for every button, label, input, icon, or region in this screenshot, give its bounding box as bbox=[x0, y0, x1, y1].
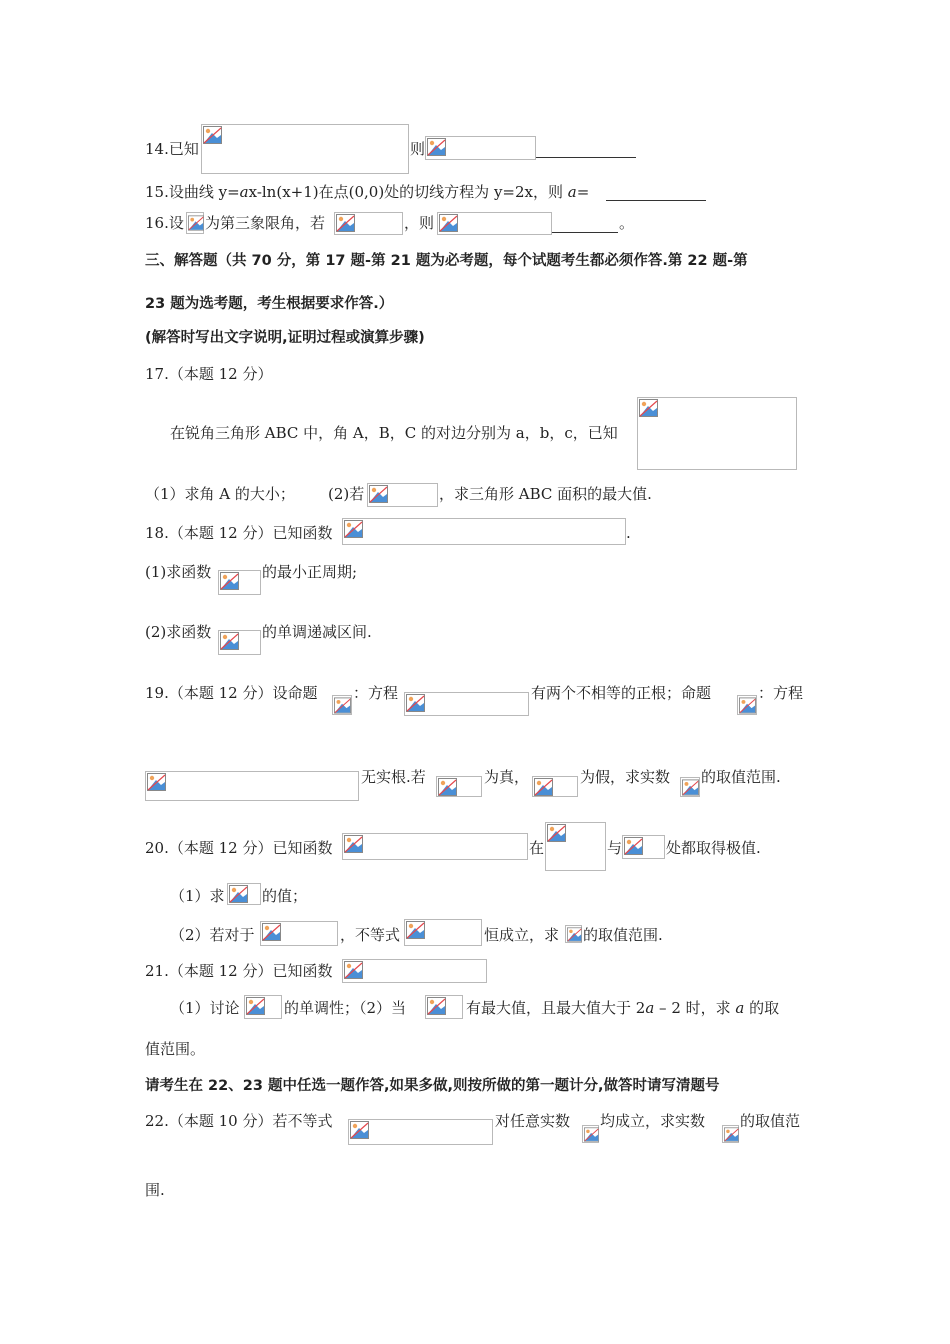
q20-c: 处都取得极值. bbox=[666, 839, 761, 857]
formula-image bbox=[342, 518, 626, 545]
q20-a: 在 bbox=[529, 839, 545, 857]
broken-image-icon bbox=[584, 1127, 599, 1142]
broken-image-icon bbox=[406, 921, 425, 939]
q22-c: 的取值范 bbox=[740, 1112, 801, 1130]
q14-prefix: 14.已知 bbox=[145, 140, 199, 158]
q20-part1a: （1）求 bbox=[170, 887, 225, 905]
q17-body: 在锐角三角形 ABC 中，角 A，B，C 的对边分别为 a，b，c，已知 bbox=[170, 424, 618, 442]
q19-g: 的取值范围. bbox=[701, 768, 781, 786]
answer-blank[interactable] bbox=[536, 156, 636, 158]
formula-image bbox=[227, 883, 261, 905]
q14-mid: 则 bbox=[410, 140, 426, 158]
broken-image-icon bbox=[246, 997, 265, 1015]
q20-part2b: ，不等式 bbox=[340, 926, 401, 944]
broken-image-icon bbox=[682, 779, 699, 796]
q19-head: 19.（本题 12 分）设命题 bbox=[145, 684, 318, 702]
q18-part2b: 的单调递减区间. bbox=[262, 623, 372, 641]
q18-part1b: 的最小正周期; bbox=[262, 563, 358, 581]
q17-head: 17.（本题 12 分） bbox=[145, 365, 273, 383]
q19-c: ：方程 bbox=[758, 684, 804, 702]
section-heading: 三、解答题（共 70 分，第 17 题-第 21 题为必考题，每个试题考生都必须作答.第 22 题-第 bbox=[145, 253, 748, 269]
formula-image bbox=[367, 483, 438, 507]
q22-d: 围. bbox=[145, 1181, 165, 1199]
broken-image-icon bbox=[188, 214, 204, 232]
formula-image bbox=[348, 1119, 493, 1145]
q18-head: 18.（本题 12 分）已知函数 bbox=[145, 524, 333, 542]
choice-note: 请考生在 22、23 题中任选一题作答,如果多做,则按所做的第一题计分,做答时请写清题号 bbox=[145, 1078, 720, 1094]
broken-image-icon bbox=[147, 773, 166, 791]
broken-image-icon bbox=[438, 778, 457, 796]
formula-image bbox=[637, 397, 797, 470]
q20-part2c: 恒成立，求 bbox=[484, 926, 560, 944]
q20-part2a: （2）若对于 bbox=[170, 926, 255, 944]
formula-image bbox=[425, 995, 463, 1019]
q19-a: ：方程 bbox=[353, 684, 399, 702]
formula-image bbox=[404, 919, 482, 946]
formula-image bbox=[334, 212, 403, 235]
broken-image-icon bbox=[344, 520, 363, 538]
formula-image bbox=[201, 124, 409, 174]
formula-image bbox=[680, 777, 700, 797]
q16-p1: 16.设 bbox=[145, 214, 184, 232]
formula-image bbox=[218, 630, 261, 655]
broken-image-icon bbox=[220, 632, 239, 650]
formula-image bbox=[436, 776, 482, 797]
broken-image-icon bbox=[547, 824, 566, 842]
formula-image bbox=[545, 822, 606, 871]
broken-image-icon bbox=[229, 885, 248, 903]
q16-p2: 为第三象限角，若 bbox=[205, 214, 326, 232]
answer-blank[interactable] bbox=[606, 199, 706, 201]
formula-image bbox=[218, 570, 261, 595]
q19-d: 无实根.若 bbox=[361, 768, 426, 786]
q22-b: 均成立，求实数 bbox=[600, 1112, 706, 1130]
formula-image bbox=[437, 212, 552, 235]
formula-image bbox=[425, 136, 536, 160]
q15-line: 15.设曲线 y=ax-ln(x+1)在点(0,0)处的切线方程为 y=2x，则 a= bbox=[145, 183, 590, 201]
q20-part2d: 的取值范围. bbox=[583, 926, 663, 944]
formula-image bbox=[145, 771, 359, 801]
q17-part2a: (2)若 bbox=[328, 485, 365, 503]
broken-image-icon bbox=[534, 778, 553, 796]
q20-b: 与 bbox=[607, 839, 623, 857]
formula-image bbox=[737, 695, 757, 715]
formula-image bbox=[622, 835, 665, 859]
broken-image-icon bbox=[344, 835, 363, 853]
broken-image-icon bbox=[406, 694, 425, 712]
section-instruction: (解答时写出文字说明,证明过程或演算步骤) bbox=[145, 330, 425, 346]
q18-part2a: (2)求函数 bbox=[145, 623, 212, 641]
broken-image-icon bbox=[262, 923, 281, 941]
broken-image-icon bbox=[220, 572, 239, 590]
formula-image bbox=[332, 695, 352, 715]
formula-image bbox=[722, 1125, 739, 1143]
formula-image bbox=[404, 692, 529, 716]
formula-image bbox=[244, 995, 282, 1019]
broken-image-icon bbox=[439, 214, 458, 232]
q19-f: 为假，求实数 bbox=[580, 768, 671, 786]
broken-image-icon bbox=[350, 1121, 369, 1139]
q19-b: 有两个不相等的正根；命题 bbox=[531, 684, 712, 702]
formula-image bbox=[582, 1125, 599, 1143]
broken-image-icon bbox=[567, 927, 582, 942]
broken-image-icon bbox=[336, 214, 355, 232]
section-heading-cont: 23 题为选考题，考生根据要求作答.） bbox=[145, 296, 394, 312]
q18-end: . bbox=[626, 524, 631, 542]
broken-image-icon bbox=[427, 138, 446, 156]
q16-p3: ，则 bbox=[404, 214, 435, 232]
formula-image bbox=[342, 833, 528, 860]
broken-image-icon bbox=[639, 399, 658, 417]
q19-e: 为真， bbox=[484, 768, 530, 786]
q17-part1: （1）求角 A 的大小； bbox=[145, 485, 295, 503]
q21-part1f: 值范围。 bbox=[145, 1040, 206, 1058]
q16-p4: 。 bbox=[619, 214, 635, 232]
formula-image bbox=[186, 212, 204, 234]
broken-image-icon bbox=[739, 697, 756, 714]
q21-part1b: 的单调性；（2）当 bbox=[284, 999, 407, 1017]
broken-image-icon bbox=[724, 1127, 739, 1142]
q20-part1b: 的值； bbox=[262, 887, 308, 905]
broken-image-icon bbox=[369, 485, 388, 503]
q21-part1c: 有最大值，且最大值大于 2a – 2 时，求 a 的取 bbox=[466, 999, 780, 1017]
q20-head: 20.（本题 12 分）已知函数 bbox=[145, 839, 333, 857]
answer-blank[interactable] bbox=[552, 231, 618, 233]
formula-image bbox=[260, 921, 338, 946]
q22-a: 对任意实数 bbox=[495, 1112, 571, 1130]
broken-image-icon bbox=[344, 961, 363, 979]
q18-part1a: (1)求函数 bbox=[145, 563, 212, 581]
formula-image bbox=[565, 925, 582, 943]
q21-head: 21.（本题 12 分）已知函数 bbox=[145, 962, 333, 980]
broken-image-icon bbox=[203, 126, 222, 144]
q17-part2b: ，求三角形 ABC 面积的最大值. bbox=[439, 485, 652, 503]
q22-head: 22.（本题 10 分）若不等式 bbox=[145, 1112, 333, 1130]
formula-image bbox=[342, 959, 487, 983]
broken-image-icon bbox=[624, 837, 643, 855]
formula-image bbox=[532, 776, 578, 797]
broken-image-icon bbox=[427, 997, 446, 1015]
broken-image-icon bbox=[334, 697, 351, 714]
q21-part1a: （1）讨论 bbox=[170, 999, 240, 1017]
